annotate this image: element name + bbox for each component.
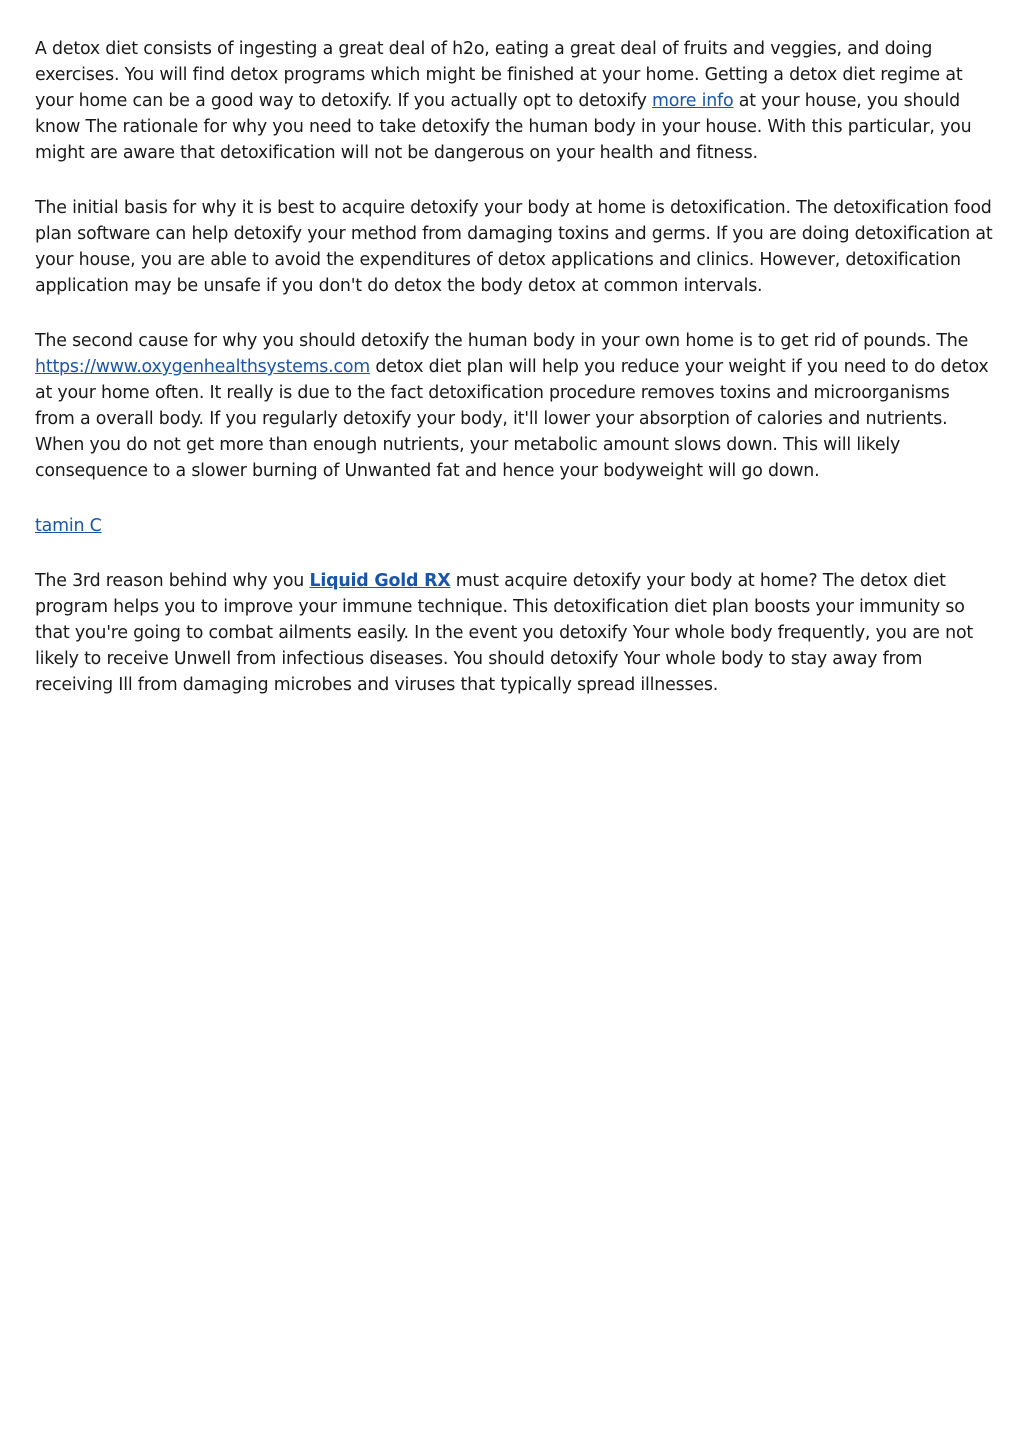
oxygenhealthsystems-link[interactable]: https://www.oxygenhealthsystems.com — [35, 357, 371, 377]
paragraph-second-reason — [35, 328, 993, 484]
paragraph-text: detox diet plan will help you reduce your weight if you need to do detox at your home often. It really is due to the fact detoxification procedure removes toxins and microorganisms from a overall body. If you regularly detoxify your body, it'll lower your absorption of calories and nutrients. When you do not get more than enough nutrients, your metabolic amount slows down. This will likely consequence to a slower burning of Unwanted fat and hence your bodyweight will go down. — [35, 357, 989, 481]
liquid-gold-rx-link[interactable]: Liquid Gold RX — [309, 571, 451, 591]
paragraph-text: The initial basis for why it is best to acquire detoxify your body at home is detoxification. The detoxification food plan software can help detoxify your method from damaging toxins and germs. If you are doing detoxification at your house, you are able to avoid the expenditures of detox applications and clinics. However, detoxification application may be unsafe if you don't do detox the body detox at common intervals. — [35, 198, 993, 296]
paragraph-text: The 3rd reason behind why you — [35, 571, 310, 591]
paragraph-text: at your house, you should know The rationale for why you need to take detoxify the human body in your house. With this particular, you might are aware that detoxification will not be dangerous on your health and fitness. — [35, 91, 972, 163]
paragraph-text: A detox diet consists of ingesting a great deal of h2o, eating a great deal of fruits and veggies, and doing exercises. You will find detox programs which might be finished at your home. Getting a detox diet regime at your home can be a good way to detoxify. If you actually opt to detoxify — [35, 39, 963, 111]
paragraph-third-reason — [35, 568, 993, 698]
paragraph-first-reason — [35, 195, 993, 299]
paragraph-standalone-link — [35, 513, 993, 539]
paragraph-text: must acquire detoxify your body at home? The detox diet program helps you to improve your immune technique. This detoxification diet plan boosts your immunity so that you're going to combat ailments easily. In the event you detoxify Your whole body frequently, you are not likely to receive Unwell from infectious diseases. You should detoxify Your whole body to stay away from receiving Ill from damaging microbes and viruses that typically spread illnesses. — [35, 571, 974, 695]
tamin-c-link[interactable]: tamin C — [35, 516, 102, 536]
more-info-link[interactable]: more info — [652, 91, 734, 111]
paragraph-text: The second cause for why you should detoxify the human body in your own home is to get rid of pounds. The — [35, 331, 969, 351]
document-body — [35, 36, 993, 727]
paragraph-intro — [35, 36, 993, 166]
